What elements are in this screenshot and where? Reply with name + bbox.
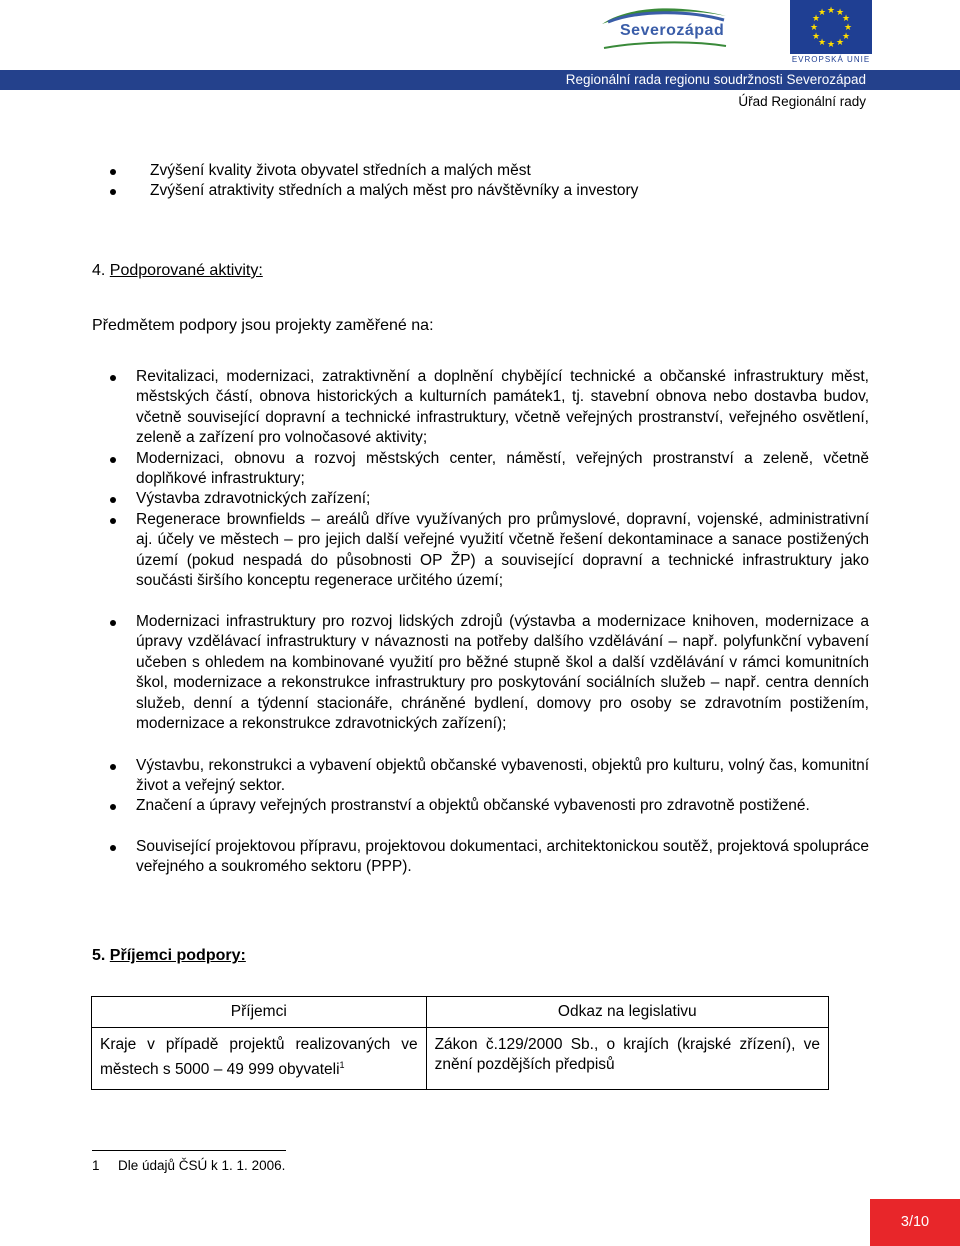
bullet-icon bbox=[110, 189, 116, 195]
svg-text:★: ★ bbox=[811, 14, 821, 24]
svg-text:★: ★ bbox=[817, 8, 827, 18]
footnote-number: 1 bbox=[92, 1158, 100, 1173]
bullet-icon bbox=[110, 497, 116, 503]
header-bar bbox=[0, 70, 960, 90]
svg-text:★: ★ bbox=[841, 32, 851, 42]
bullet-icon bbox=[110, 845, 116, 851]
bullet-icon bbox=[110, 169, 116, 175]
table-cell-legislation: Zákon č.129/2000 Sb., o krajích (krajské zřízení), ve znění pozdějších předpisů bbox=[426, 1028, 828, 1090]
section-4-heading bbox=[92, 262, 263, 280]
list-item: Modernizaci, obnovu a rozvoj městských center, náměstí, veřejných prostranství a zeleně, včetně doplňkové infrastruktury; bbox=[136, 450, 869, 488]
list-item: Výstavba zdravotnických zařízení; bbox=[136, 490, 371, 507]
list-item: Modernizaci infrastruktury pro rozvoj lidských zdrojů (výstavba a modernizace knihoven, modernizace a úpravy vzdělávací infrastruktury v návaznosti na potřeby dalšího vzdělávání – např. polyfunkční vybavení učeben s ohledem na kombinované využití pro běžné stupně škol a další vzdělávání v rámci komunitních škol, modernizace a rekonstrukce infrastruktury pro poskytování sociálních služeb – např. centra denních služeb, denní a týdenní stacionáře, chráněné bydlení, domovy pro osoby se zdravotním postižením, modernizace a rekonstrukce zdravotnických zařízení); bbox=[136, 613, 869, 733]
eu-stars-icon bbox=[790, 0, 872, 54]
section-4-intro: Předmětem podpory jsou projekty zaměřené na: bbox=[92, 317, 434, 334]
svg-text:★: ★ bbox=[817, 38, 827, 48]
table-cell-recipient bbox=[92, 1028, 427, 1090]
list-item: Zvýšení kvality života obyvatel středních a malých měst bbox=[150, 162, 531, 179]
bullet-icon bbox=[110, 620, 116, 626]
table-header-cell: Odkaz na legislativu bbox=[426, 997, 828, 1028]
bullet-icon bbox=[110, 764, 116, 770]
svg-text:★: ★ bbox=[826, 40, 836, 50]
section-number: 5. bbox=[92, 947, 106, 964]
footnote-text: Dle údajů ČSÚ k 1. 1. 2006. bbox=[118, 1158, 286, 1173]
list-item: Související projektovou přípravu, projektovou dokumentaci, architektonickou soutěž, projektová spolupráce veřejného a soukromého sektoru (PPP). bbox=[136, 838, 869, 876]
svg-text:★: ★ bbox=[835, 38, 845, 48]
table-header-row bbox=[92, 997, 829, 1028]
header-bar-title: Regionální rada regionu soudržnosti Severozápad bbox=[565, 72, 866, 87]
severozapad-logo bbox=[598, 2, 730, 52]
recipients-table bbox=[91, 996, 829, 1090]
table-header-cell: Příjemci bbox=[92, 997, 427, 1028]
svg-text:★: ★ bbox=[835, 8, 845, 18]
svg-text:★: ★ bbox=[841, 14, 851, 24]
section-title: Podporované aktivity: bbox=[109, 262, 263, 279]
footnote bbox=[92, 1158, 285, 1173]
list-item: Značení a úpravy veřejných prostranství a objektů občanské vybavenosti pro zdravotně postižené. bbox=[136, 797, 810, 814]
recipient-text: Kraje v případě projektů realizovaných ve městech s 5000 – 49 999 obyvateli bbox=[100, 1036, 418, 1079]
section-title: Příjemci podpory: bbox=[109, 947, 246, 964]
svg-text:★: ★ bbox=[826, 6, 836, 16]
eu-flag-icon bbox=[790, 0, 872, 54]
list-item: Revitalizaci, modernizaci, zatraktivnění a doplnění chybějící technické a občanské infrastruktury měst, městských částí, obnova historických a kulturních památek1, tj. stavební obnova nebo dostavba budov, včetně související dopravní a technické infrastruktury, včetně veřejných prostranství, veřejného osvětlení, zeleně a zařízení pro volnočasové aktivity; bbox=[136, 368, 869, 447]
bullet-icon bbox=[110, 457, 116, 463]
svg-text:★: ★ bbox=[809, 23, 819, 33]
eu-label: EVROPSKÁ UNIE bbox=[791, 55, 871, 64]
footnote-divider bbox=[92, 1150, 286, 1151]
bullet-icon bbox=[110, 375, 116, 381]
section-5-heading bbox=[92, 947, 246, 965]
logo-wordmark: Severozápad bbox=[620, 22, 725, 39]
table-row bbox=[92, 1028, 829, 1090]
list-item: Výstavbu, rekonstrukci a vybavení objektů občanské vybavenosti, objektů pro kulturu, volný čas, komunitní život a veřejný sektor. bbox=[136, 757, 869, 795]
footnote-mark: 1 bbox=[339, 1060, 345, 1071]
bullet-icon bbox=[110, 804, 116, 810]
office-name: Úřad Regionální rady bbox=[738, 94, 866, 109]
svg-text:★: ★ bbox=[843, 23, 853, 33]
bullet-icon bbox=[110, 518, 116, 524]
list-item: Regenerace brownfields – areálů dříve využívaných pro průmyslové, dopravní, vojenské, administrativní aj. účely ve městech – pro jejich další veřejné využití včetně řešení dekontaminace a sanace postižených území (pokud nespadá do působnosti OP ŽP) a související dopravní a technické infrastruktury jako součásti širšího konceptu regenerace určitého území; bbox=[136, 511, 869, 590]
section-number: 4. bbox=[92, 262, 106, 279]
page-number: 3/10 bbox=[870, 1199, 960, 1246]
svg-text:★: ★ bbox=[811, 32, 821, 42]
list-item: Zvýšení atraktivity středních a malých měst pro návštěvníky a investory bbox=[150, 182, 639, 199]
